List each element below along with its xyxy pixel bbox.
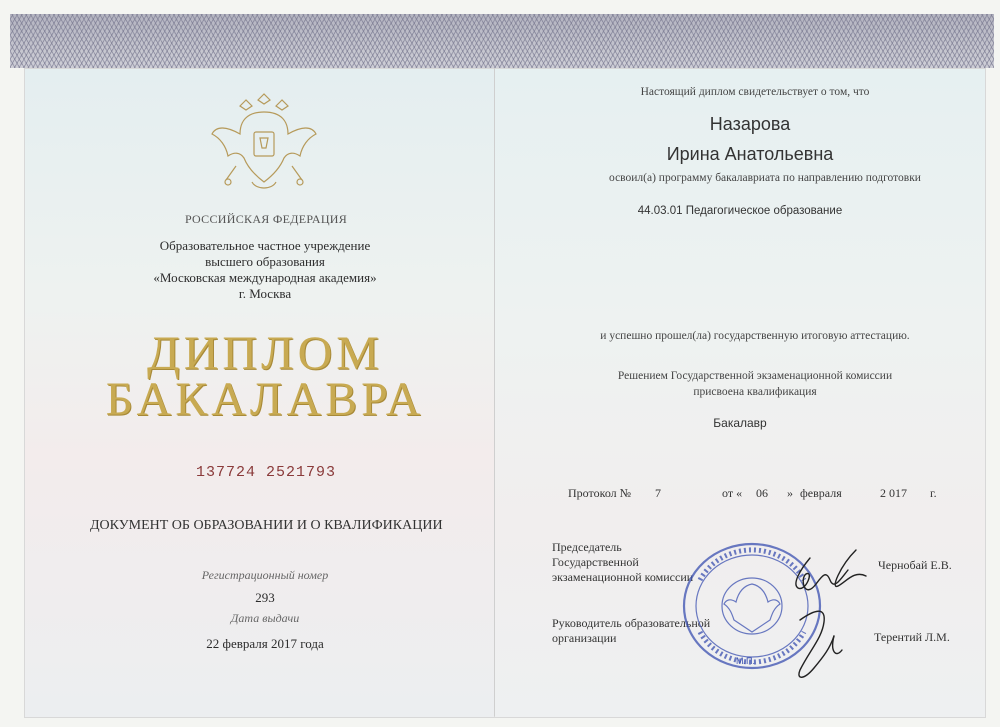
protocol-label: Протокол №	[568, 486, 632, 500]
protocol-close-quote: »	[787, 486, 793, 500]
protocol-month: февраля	[800, 486, 842, 500]
registration-number: 293	[255, 590, 275, 605]
page-fold	[494, 68, 495, 716]
attestation-text: и успешно прошел(ла) государственную итоговую аттестацию.	[600, 330, 910, 342]
country-name: РОССИЙСКАЯ ФЕДЕРАЦИЯ	[184, 212, 348, 226]
commission-decision-line-1: Решением Государственной экзаменационной комиссии	[617, 370, 893, 382]
issue-date-label: Дата выдачи	[230, 611, 300, 625]
protocol-year: 2 017	[880, 486, 907, 500]
graduate-surname: Назарова	[709, 114, 791, 134]
protocol-day: 06	[756, 486, 768, 500]
protocol-number: 7	[655, 486, 661, 500]
head-label-line-2: организации	[552, 631, 617, 645]
handwritten-signature	[770, 540, 890, 700]
coat-of-arms-emblem	[206, 86, 322, 198]
seal-mp-label: М.П.	[736, 656, 755, 666]
protocol-from: от «	[722, 486, 743, 500]
institution-city: г. Москва	[238, 286, 292, 301]
serial-number: 137724 2521793	[195, 464, 337, 481]
graduate-given-names: Ирина Анатольевна	[666, 144, 834, 164]
mastered-program-text: освоил(а) программу бакалавриата по направлению подготовки	[609, 172, 921, 184]
chairman-name: Чернобай Е.В.	[878, 558, 952, 572]
head-label-line-1: Руководитель образовательной	[552, 616, 711, 630]
certifies-intro: Настоящий диплом свидетельствует о том, что	[640, 86, 870, 98]
chairman-label-line-1: Председатель	[552, 540, 622, 554]
institution-line-2: высшего образования	[205, 254, 325, 269]
institution-line-1: Образовательное частное учреждение	[159, 238, 371, 253]
commission-decision-line-2: присвоена квалификация	[693, 386, 817, 398]
registration-number-label: Регистрационный номер	[201, 568, 329, 582]
issue-date: 22 февраля 2017 года	[206, 636, 324, 651]
chairman-label-line-3: экзаменационной комиссии	[552, 570, 694, 584]
institution-line-3: «Московская международная академия»	[153, 270, 377, 285]
protocol-year-suffix: г.	[930, 486, 937, 500]
program-name: 44.03.01 Педагогическое образование	[637, 205, 843, 217]
qualification: Бакалавр	[713, 416, 767, 430]
diploma-title-line-1: ДИПЛОМ	[147, 327, 383, 380]
chairman-label-line-2: Государственной	[552, 555, 639, 569]
diploma-title-line-2: БАКАЛАВРА	[105, 373, 425, 426]
document-type: ДОКУМЕНТ ОБ ОБРАЗОВАНИИ И О КВАЛИФИКАЦИИ	[90, 518, 443, 533]
guilloche-border	[10, 14, 994, 68]
head-name: Терентий Л.М.	[874, 630, 950, 644]
